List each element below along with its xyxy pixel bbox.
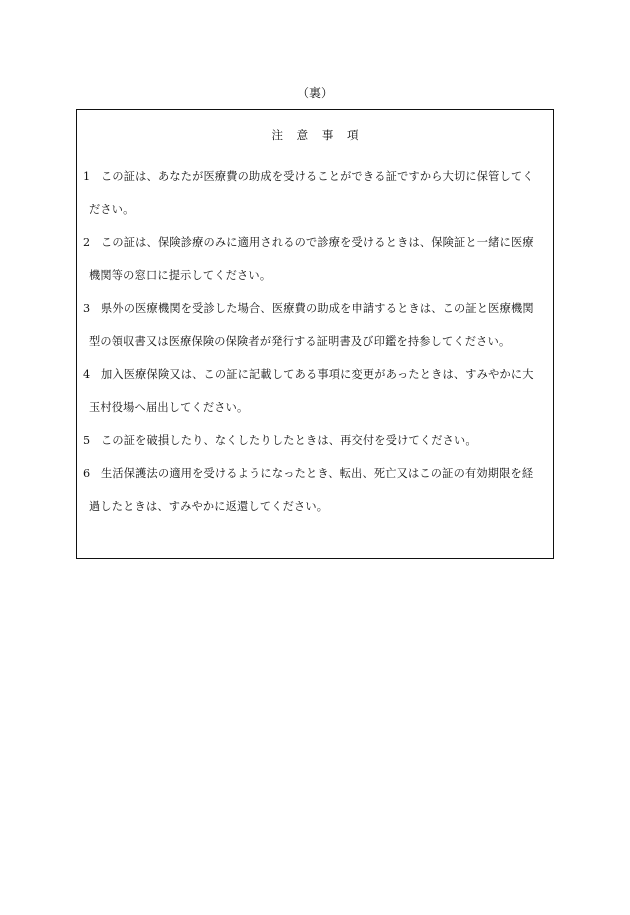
notice-item-line	[83, 457, 549, 490]
item-number: 4	[83, 368, 91, 381]
item-text: 加入医療保険又は、この証に記載してある事項に変更があったときは、すみやかに大	[101, 368, 534, 381]
notice-item-3	[83, 292, 549, 358]
notice-item-line	[83, 358, 549, 391]
item-number: 2	[83, 236, 91, 249]
item-number: 5	[83, 434, 91, 447]
notice-item-line	[83, 292, 549, 325]
item-text: この証を破損したり、なくしたりしたときは、再交付を受けてください。	[101, 434, 477, 447]
item-text: 県外の医療機関を受診した場合、医療費の助成を申請するときは、この証と医療機関	[101, 302, 534, 315]
notice-item-line	[83, 226, 549, 259]
notice-item-line	[83, 160, 549, 193]
notice-item-continuation: 型の領収書又は医療保険の保険者が発行する証明書及び印鑑を持参してください。	[89, 335, 511, 348]
notice-item-continuation: 過したときは、すみやかに返還してください。	[89, 500, 329, 513]
notice-item-1	[83, 160, 549, 226]
item-number: 1	[83, 170, 91, 183]
item-text: この証は、あなたが医療費の助成を受けることができる証ですから大切に保管してく	[101, 170, 534, 183]
notice-items	[83, 160, 549, 523]
notice-item-continuation: 玉村役場へ届出してください。	[89, 401, 249, 414]
notice-item-line	[83, 424, 549, 457]
notice-title: 注 意 事 項	[271, 128, 359, 142]
item-number: 3	[83, 302, 91, 315]
notice-box	[76, 109, 554, 559]
item-number: 6	[83, 467, 91, 480]
page-label: （裏）	[296, 86, 333, 100]
notice-item-5	[83, 424, 549, 457]
item-text: 生活保護法の適用を受けるようになったとき、転出、死亡又はこの証の有効期限を経	[101, 467, 534, 480]
item-text: この証は、保険診療のみに適用されるので診療を受けるときは、保険証と一緒に医療	[101, 236, 534, 249]
notice-item-6	[83, 457, 549, 523]
notice-item-continuation: ださい。	[89, 203, 135, 216]
notice-item-2	[83, 226, 549, 292]
notice-item-4	[83, 358, 549, 424]
notice-item-continuation: 機関等の窓口に提示してください。	[89, 269, 272, 282]
